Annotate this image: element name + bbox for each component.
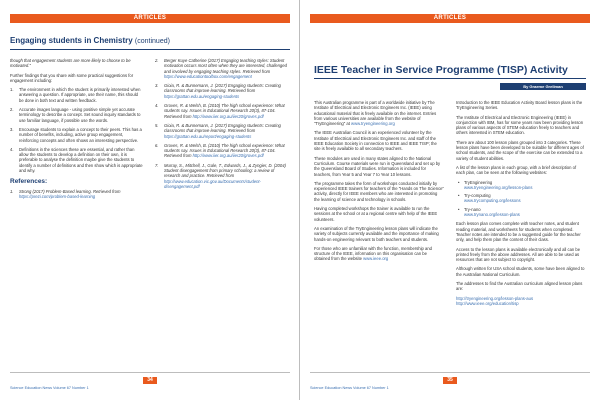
page-number: 35: [443, 377, 457, 384]
reference-number: 7.: [155, 162, 159, 168]
reference-number: 3.: [155, 83, 159, 89]
list-number: 1.: [10, 87, 14, 93]
right-column: [155, 58, 290, 193]
author-byline: By Graeme Grellman: [500, 83, 586, 90]
paragraph: For those who are unfamiliar with the function, membership and structure of the IEEE, information on this organisation can be obtained from the website www.ieee.org: [314, 245, 433, 262]
suggestion-list: [10, 87, 143, 173]
paragraph: Access to the lesson plans is available electronically and all can be printed freely from the above addresses. All are able to be used as resources that are not subject to copyright.: [456, 246, 581, 263]
reference-number: 1.: [10, 188, 14, 194]
lesson-plan-list: [456, 180, 586, 218]
reference-link[interactable]: http://www.iier.org.au/iier20/groves.pdf: [192, 113, 264, 119]
footer-journal: Science Education News Volume 67 Number 1: [310, 386, 389, 390]
reference-number: 4.: [155, 103, 159, 109]
lesson-plan-link[interactable]: www.trycomputing.org/lessons: [464, 198, 521, 204]
paragraph: An examination of the TryEngineering lesson plans will indicate the variety of subjects currently available and the importance of making hands-on engineering relevant to both teachers and students.: [314, 225, 439, 242]
paragraph: The IEEE Australian Council is an experienced volunteer by the Institute of Electrical and Electronic Engineers Inc. and staff of the IEEE Education Society in connection to IEEE and IEEE TISP; the site is freely available to all secondary teachers.: [314, 130, 437, 152]
reference-text: Murray, S., Mitchell, J., Gale, T., Edwards, J., & Zyngier, D. (2004) Student disengagement from primary schooling: a review of research and practice. Retrieved from: [164, 162, 286, 179]
list-item: [456, 180, 586, 191]
reference-number: 5.: [155, 122, 159, 128]
reference-item: [155, 83, 290, 99]
lesson-plan-link[interactable]: www.trynano.org/lesson-plans: [464, 212, 520, 218]
right-column: [456, 100, 586, 310]
article-title-text: Engaging students in Chemistry: [10, 36, 133, 45]
footer-divider: [10, 372, 290, 373]
page-number: 34: [143, 377, 157, 384]
paragraph: These modules are used in many states aligned to the National Curriculum. Course materials were run in Queensland and set up by the Queensland Board of Studies. Information is included for teachers, from Year 5 and Year 7 to Year 10 lessons.: [314, 155, 441, 177]
reference-item: [155, 143, 290, 159]
list-item: [456, 207, 586, 218]
paragraph: Having completed workshops the trainer is available to run the sessions at the school or at a regional centre with help of the IEEE volunteers.: [314, 206, 438, 222]
reference-link[interactable]: https://grattan.edu.au/report/engaging-students: [164, 133, 252, 139]
reference-link[interactable]: http://www.iier.org.au/iier20/groves.pdf: [192, 153, 264, 159]
right-page: [300, 0, 600, 400]
reference-text: Gioia, R. & Bunnemann, J. (2017) Engaging students: Creating classrooms that improve learning. Retrieved from: [164, 122, 281, 134]
tryengineering-link[interactable]: www.tryengineering.org: [351, 121, 395, 127]
list-text: Accurate images language - using positive simple yet accurate terminology to describe a concept. Set sound inquiry standards to use familiar language, if possible use the words.: [19, 107, 141, 123]
article-title-suffix: (continued): [134, 38, 170, 45]
list-text: Definitions in the sciences these are essential, and rather than allow the students to develop a definition on their own, it is preferable to analyse the definition maybe give the students to identify a number of definitions and then show which is appropriate and why.: [19, 146, 143, 174]
list-item: [456, 193, 586, 204]
paragraph: There are about 100 lesson plans grouped into 3 categories. These lesson plans have been developed to be suitable for different ages of school students, and the scope of the exercise can be extended to a variety of student abilities.: [456, 139, 584, 161]
reference-list: [10, 189, 143, 200]
left-column: [10, 58, 143, 203]
reference-number: 2.: [155, 58, 159, 63]
tisp-link[interactable]: http://www.ieee.org/education/tisp: [456, 300, 519, 306]
reference-text: Berger Kuye Catherine (2017) Engaging teaching styles: Student motivation occurs most often when they are interested, challenged and involved by engaging teaching styles. Retrieved from: [164, 58, 287, 74]
footer-journal: Science Education News Volume 67 Number 1: [10, 386, 89, 390]
reference-text: Groves, R. & Welsh, B. (2010) The high school experience: What students say. Issues in Educational Research 20(3), 87-104. Retrieved from: [164, 142, 285, 159]
section-banner: ARTICLES: [310, 14, 590, 23]
paragraph: The Institute of Electrical and Electronic Engineering (IEEE) in conjunction with IBM, has for some years now been providing lesson plans of various aspects of STEM education freely to teachers and others interested in STEM education.: [456, 114, 584, 136]
article-title: IEEE Teacher in Service Programme (TISP) Activity: [314, 64, 568, 76]
list-number: 4.: [10, 146, 14, 152]
reference-link[interactable]: https://www.educationtoolbox.com/engagement: [164, 73, 252, 79]
reference-link[interactable]: http://www.education.vic.gov.au/Documents/student-disengagement.pdf: [164, 178, 261, 189]
ieee-link[interactable]: www.ieee.org: [363, 256, 389, 262]
paragraph: The addresses to find the Australian curriculum aligned lesson plans are:: [456, 281, 583, 292]
intro-paragraph: Further findings that you share with some practical suggestions for engagement including:: [10, 72, 134, 83]
paragraph: Introduction to the IEEE Education Activity Board lesson plans is the TryEngineering Series.: [456, 100, 583, 111]
reference-item: [155, 58, 290, 79]
reference-number: 6.: [155, 142, 159, 148]
references-heading: References:: [10, 178, 48, 186]
list-text: Encourage students to explain a concept to their peers. This has a number of benefits, including, active group engagement, reinforcing concepts and often shows an interesting perspective.: [19, 126, 142, 143]
title-divider: [10, 49, 290, 50]
list-item: [10, 87, 143, 103]
paragraph: The programme takes the form of workshops conducted initially by experienced IEEE trainers for teachers of the "Hands on The Science" activity, directly for IEEE members who are interested in promoting the learning of science and technology in schools.: [314, 180, 444, 202]
reference-item: [10, 189, 143, 200]
list-text: The environment in which the student is primarily interested when answering a question. If appropriate, use their name, this should be done in both text and written feedback.: [19, 87, 141, 103]
section-banner: ARTICLES: [10, 14, 290, 23]
list-label: Try-nano: [464, 206, 481, 212]
reference-link[interactable]: https://prezi.com/problem-based-learning: [19, 193, 96, 199]
reference-item: [155, 123, 290, 139]
paragraph: Each lesson plan comes complete with teacher notes, and student reading material, and worksheets for students when completed. Teacher notes are intended to be a suggested guide for the teacher only, and help them plan the content of their class.: [456, 221, 581, 243]
list-label: TryEngineering: [464, 179, 493, 185]
url-block: [456, 296, 586, 307]
paragraph: This Australian programme is part of a worldwide initiative by The Institute of Electrical and Electronic Engineers Inc. (IEEE) using educational material that is freely available on the internet. Entries from various universities are available from the website of "TryEngineering" at www.tryengineering.org: [314, 100, 437, 127]
reference-text: Groves, R. & Welsh, B. (2010) The high school experience: What students say. Issues in Educational Research 20(3), 87-104. Retrieved from: [164, 103, 285, 119]
list-item: [10, 147, 143, 173]
reference-text: Strong (2017) Problem-Based learning. Retrieved from: [19, 188, 121, 194]
reference-text: Gioia, R. & Bunnemann, J. (2017) Engaging students: Creating classrooms that improve learning. Retrieved from: [164, 83, 281, 94]
lesson-plan-link[interactable]: www.tryengineering.org/lesson-plans: [464, 184, 533, 190]
footer-divider: [310, 372, 590, 373]
article-title: [10, 36, 290, 45]
reference-item: [155, 163, 290, 189]
list-item: [10, 107, 143, 123]
reference-list: [155, 58, 290, 189]
paragraph: A list of the lesson plans in each group, with a brief description of each plan, can be seen at the following websites:: [456, 164, 577, 176]
aus-curriculum-link[interactable]: http://tryengineering.org/lesson-plans-aus: [456, 295, 534, 301]
reference-item: [155, 103, 290, 119]
list-number: 2.: [10, 107, 14, 113]
left-column: [314, 100, 444, 266]
list-number: 3.: [10, 126, 14, 132]
reference-link[interactable]: https://grattan.edu.au/engaging-students: [164, 93, 240, 99]
list-label: Try-computing: [464, 193, 491, 199]
title-divider: [314, 78, 586, 79]
list-item: [10, 127, 143, 143]
paragraph: Although written for USA school students, some have been aligned to the Australian National Curriculum.: [456, 266, 585, 277]
intro-quote: though that engagement students are more likely to choose to be motivated.": [10, 58, 131, 69]
